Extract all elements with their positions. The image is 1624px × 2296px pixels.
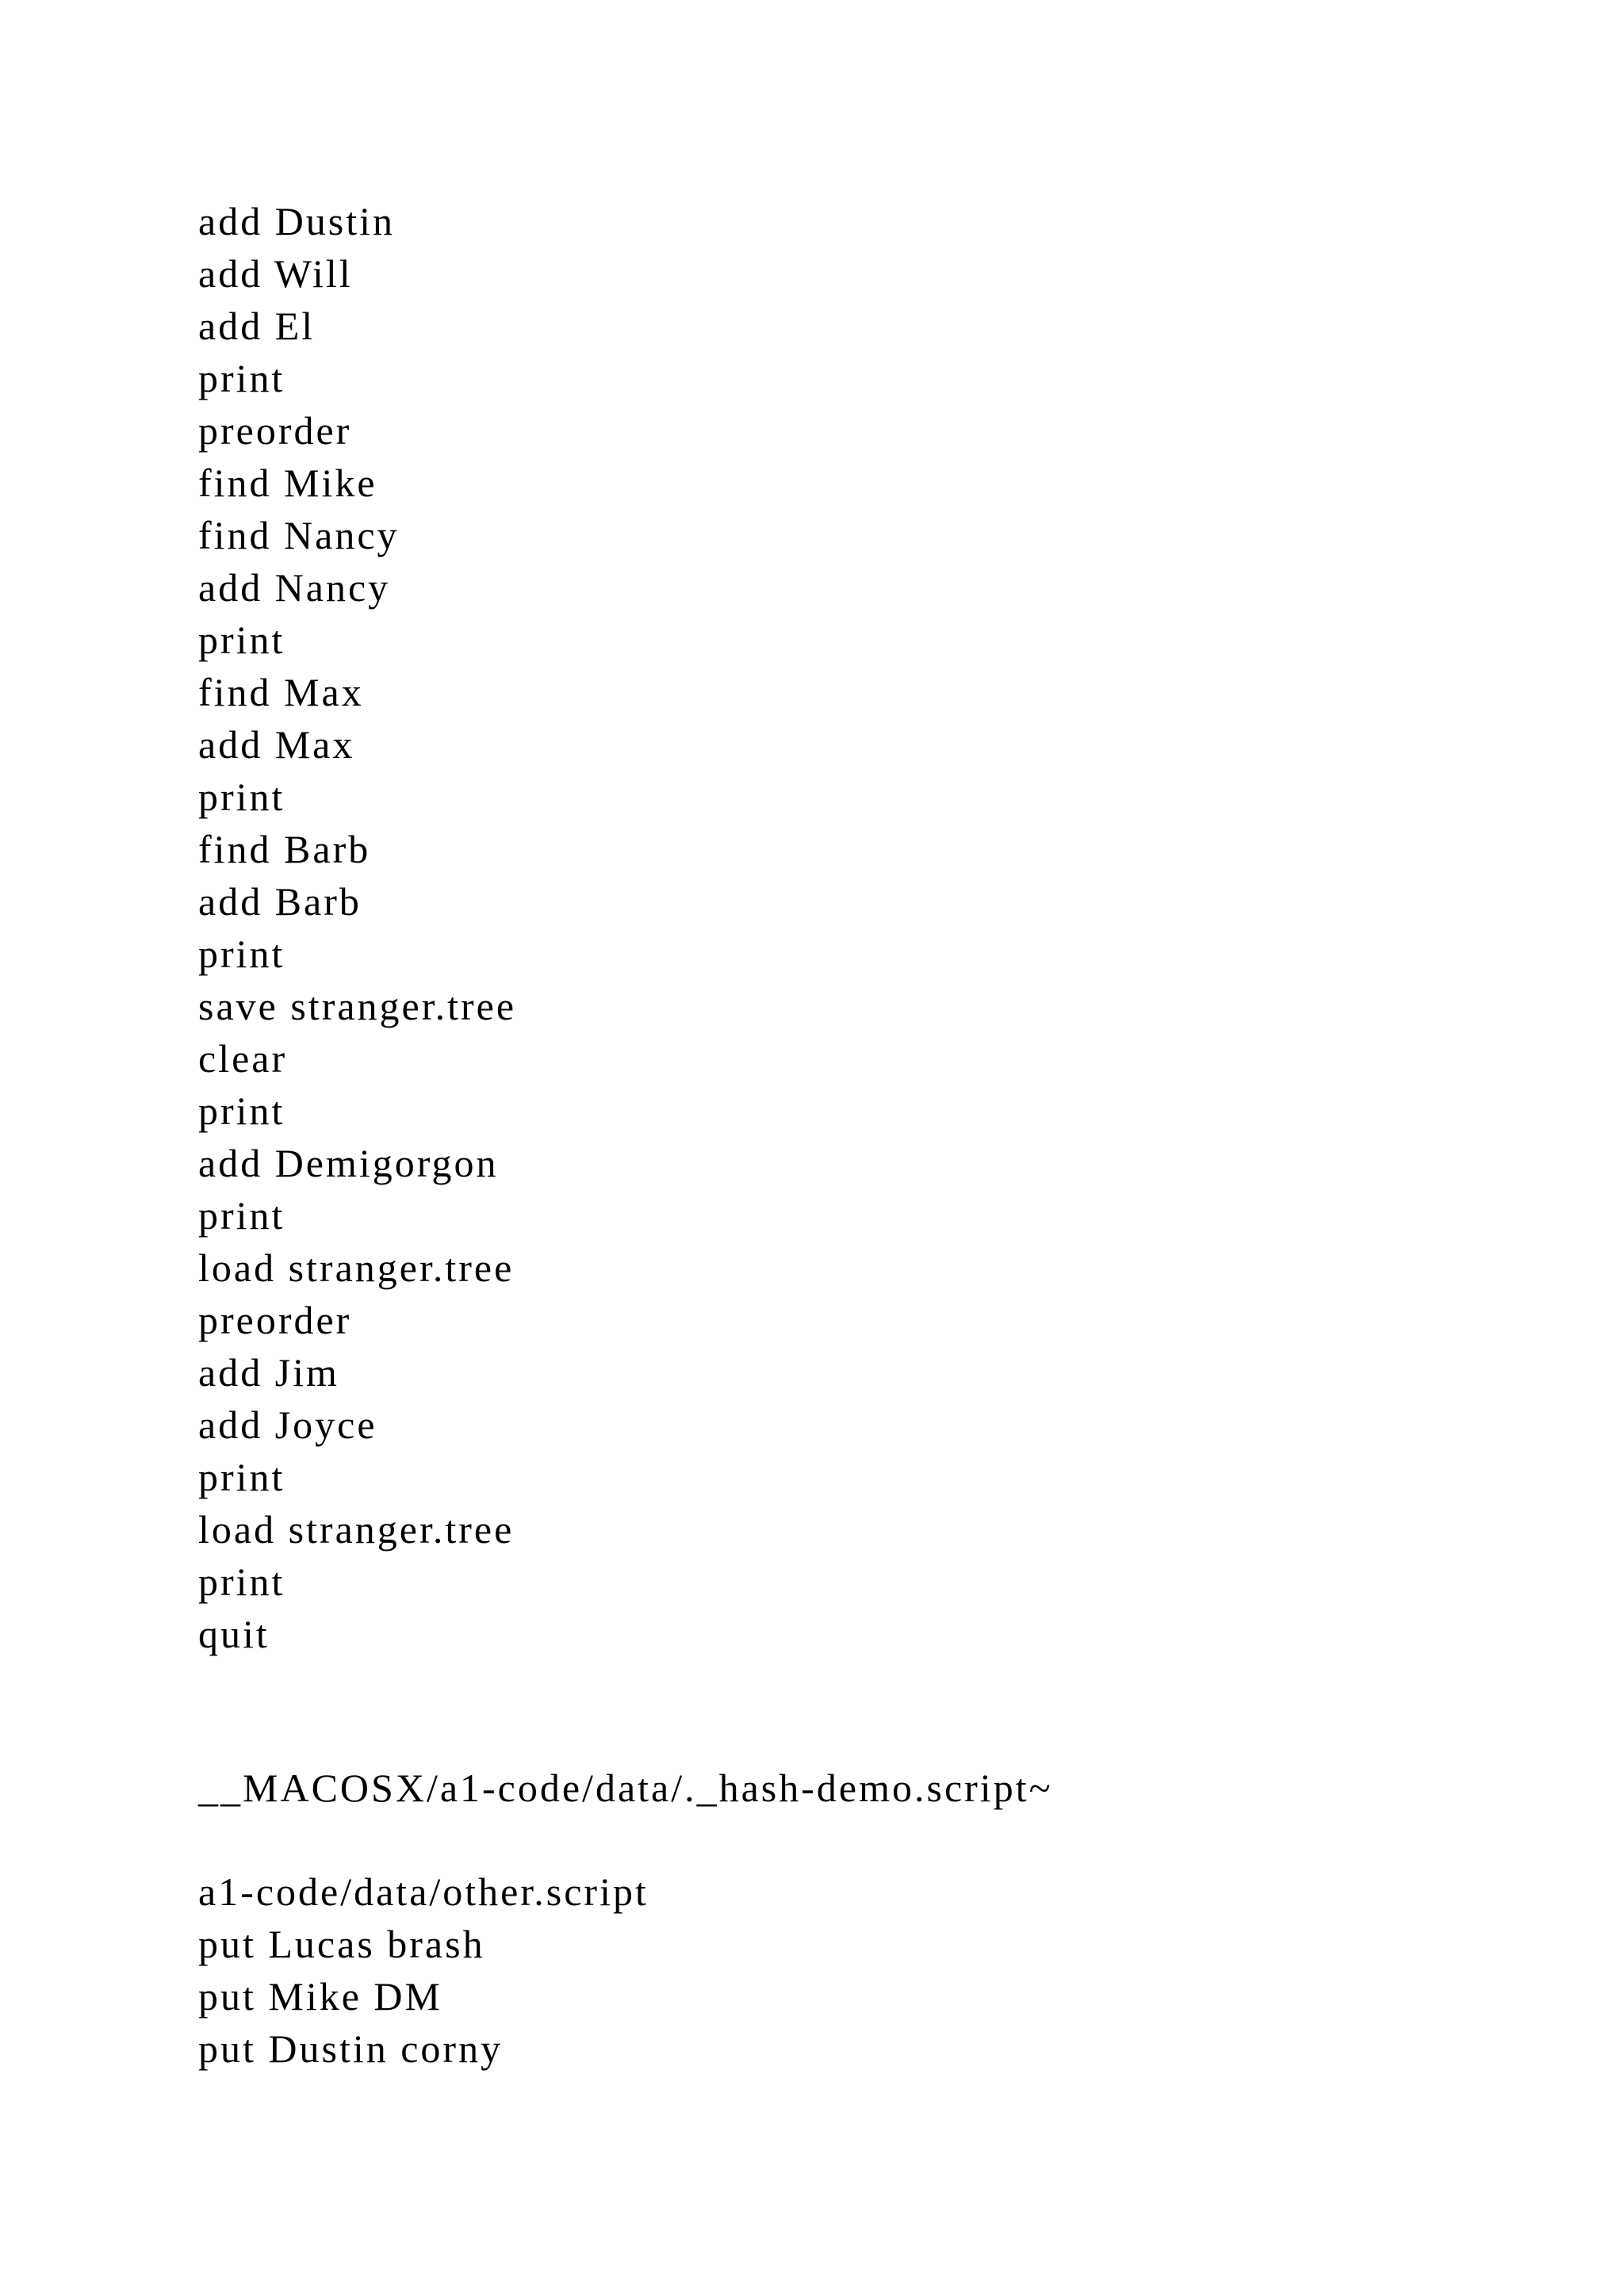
script-line: add Will [198,251,353,296]
script-line: print [198,775,285,819]
script-line: save stranger.tree [198,984,517,1028]
script-line: find Mike [198,461,377,505]
script-line: add Dustin [198,199,396,243]
script-line: find Nancy [198,513,400,557]
other-script-block [198,1866,649,2075]
script-line: print [198,1089,285,1133]
script-line: preorder [198,408,352,453]
file-heading-block [198,1762,1053,1814]
script-line: add Demigorgon [198,1141,499,1185]
other-script-line: put Lucas brash [198,1922,485,1966]
script-line: print [198,356,285,400]
script-line: quit [198,1612,270,1656]
script-commands-block [198,195,516,1660]
script-line: print [198,1559,285,1604]
other-script-line: put Dustin corny [198,2026,504,2071]
script-line: add Barb [198,879,362,924]
script-line: preorder [198,1298,352,1342]
script-line: find Max [198,670,364,714]
file-heading: __MACOSX/a1-code/data/._hash-demo.script~ [198,1766,1053,1810]
script-line: print [198,1455,285,1499]
other-script-line: put Mike DM [198,1974,442,2019]
script-line: add Nancy [198,565,391,610]
script-line: print [198,932,285,976]
script-line: load stranger.tree [198,1507,515,1552]
other-script-title: a1-code/data/other.script [198,1869,649,1914]
script-line: load stranger.tree [198,1246,515,1290]
script-line: add Joyce [198,1402,377,1447]
script-line: print [198,1193,285,1238]
script-line: print [198,618,285,662]
script-line: find Barb [198,827,371,871]
script-line: clear [198,1036,288,1081]
script-line: add Max [198,722,355,767]
script-line: add Jim [198,1350,339,1395]
script-line: add El [198,304,316,348]
